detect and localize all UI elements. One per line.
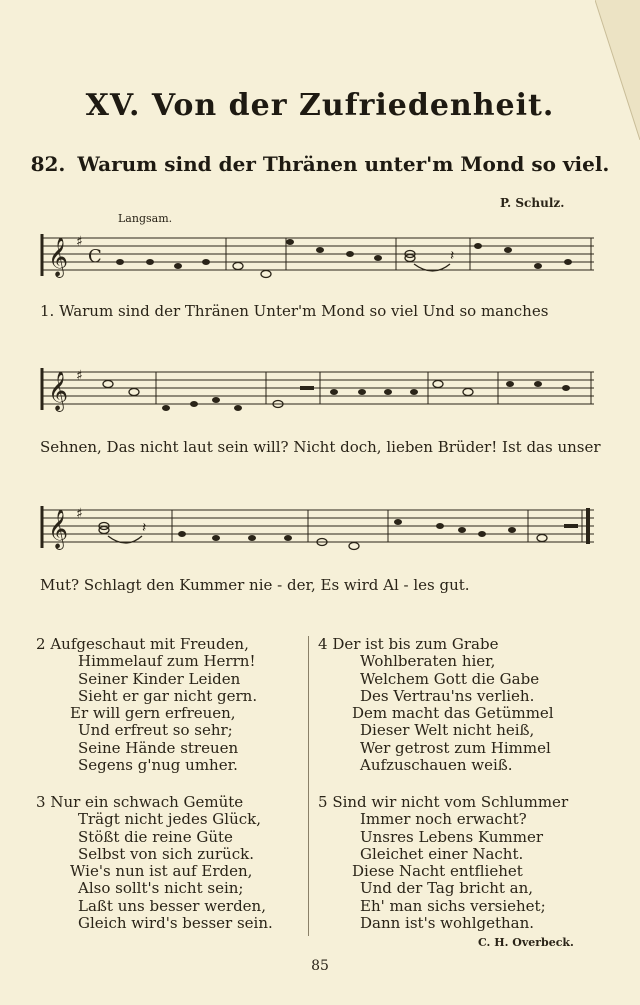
verse-line: Und der Tag bricht an, [360, 879, 534, 898]
music-staff-2 [38, 362, 598, 422]
verse-line: Sind wir nicht vom Schlummer [332, 793, 569, 811]
verse-line: Unsres Lebens Kummer [360, 827, 543, 846]
verse-line: Immer noch erwacht? [360, 810, 527, 829]
svg-text:𝄽: 𝄽 [450, 248, 455, 264]
song-number: 82. [30, 152, 66, 176]
svg-text:𝄽: 𝄽 [142, 520, 147, 536]
verse-line: Wer getrost zum Himmel [360, 738, 551, 757]
music-staff-3 [38, 500, 598, 560]
staff-notation-1 [38, 228, 598, 288]
lyric-line-1: 1. Warum sind der Thränen Unter'm Mond so viel Und so manches [40, 302, 549, 320]
verse-line: Also sollt's nicht sein; [78, 879, 244, 898]
verse-line: Der ist bis zum Grabe [332, 635, 499, 653]
verse-line: Des Vertrau'ns verlieh. [360, 686, 535, 705]
verse-number: 4 [318, 635, 328, 653]
verse-line: Dieser Welt nicht heiß, [360, 721, 535, 740]
verse-line: Segens g'nug umher. [78, 756, 238, 775]
verse-number: 3 [36, 793, 46, 811]
verse-4 [318, 636, 554, 774]
verse-line: Aufgeschaut mit Freuden, [50, 635, 249, 653]
song-title-text: Warum sind der Thränen unter'm Mond so viel. [77, 152, 610, 176]
verse-3 [36, 794, 273, 932]
lyric-line-2: Sehnen, Das nicht laut sein will? Nicht doch, lieben Brüder! Ist das unser [40, 438, 601, 456]
svg-text:𝄞: 𝄞 [48, 509, 69, 549]
verse-line: Gleichet einer Nacht. [360, 844, 524, 863]
verse-line: Dann ist's wohlgethan. [360, 914, 535, 933]
column-divider [308, 636, 309, 936]
verse-line: Seiner Kinder Leiden [78, 669, 241, 688]
composer-credit: P. Schulz. [500, 196, 565, 210]
verse-line: Trägt nicht jedes Glück, [78, 810, 262, 829]
verse-line: Dem macht das Getümmel [352, 704, 554, 723]
staff-notation-3 [38, 500, 598, 560]
verse-number: 5 [318, 793, 328, 811]
verse-line: Stößt die reine Güte [78, 827, 233, 846]
verse-line: Und erfreut so sehr; [78, 721, 233, 740]
verse-line: Selbst von sich zurück. [78, 844, 254, 863]
music-staff-1 [38, 228, 598, 288]
staff-notation-2 [38, 362, 598, 422]
song-title [0, 152, 640, 176]
svg-text:♯: ♯ [76, 506, 83, 522]
verse-2 [36, 636, 257, 774]
svg-text:C: C [88, 246, 102, 267]
verse-line: Er will gern erfreuen, [70, 704, 236, 723]
verse-line: Laßt uns besser werden, [78, 896, 266, 915]
verse-number: 2 [36, 635, 46, 653]
verse-line: Welchem Gott die Gabe [360, 669, 540, 688]
verse-line: Aufzuschauen weiß. [360, 756, 513, 775]
page-number: 85 [311, 958, 329, 974]
svg-text:𝄞: 𝄞 [48, 237, 69, 277]
verse-line: Nur ein schwach Gemüte [50, 793, 244, 811]
poet-credit: C. H. Overbeck. [478, 936, 574, 949]
verse-line: Gleich wird's besser sein. [78, 914, 273, 933]
verse-line: Diese Nacht entfliehet [352, 862, 523, 881]
verse-line: Seine Hände streuen [78, 738, 239, 757]
chapter-title: XV. Von der Zufriedenheit. [85, 88, 555, 123]
verse-line: Wohlberaten hier, [360, 652, 496, 671]
svg-text:♯: ♯ [76, 368, 83, 384]
verse-line: Eh' man sichs versiehet; [360, 896, 546, 915]
lyric-line-3: Mut? Schlagt den Kummer nie - der, Es wird Al - les gut. [40, 576, 470, 594]
svg-text:♯: ♯ [76, 234, 83, 250]
verse-5 [318, 794, 568, 932]
verse-line: Himmelauf zum Herrn! [78, 652, 256, 671]
tempo-marking: Langsam. [118, 212, 173, 225]
verse-line: Wie's nun ist auf Erden, [70, 862, 253, 881]
svg-text:𝄞: 𝄞 [48, 371, 69, 411]
verse-line: Sieht er gar nicht gern. [78, 686, 258, 705]
